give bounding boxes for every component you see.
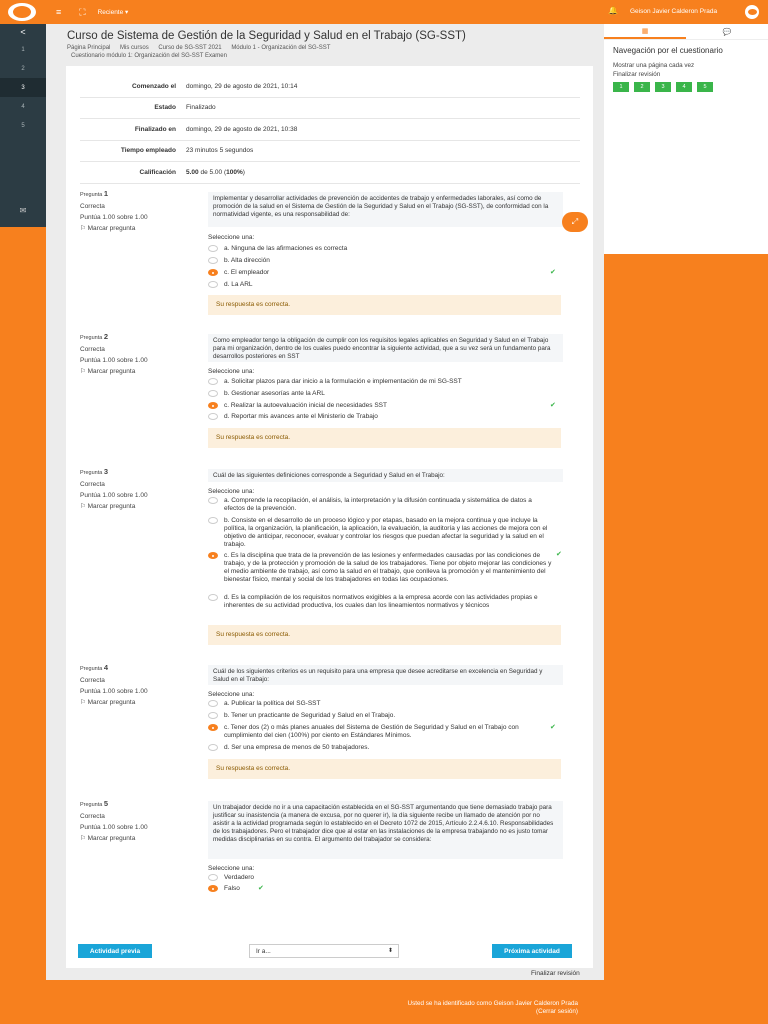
grade-value: 5.00 de 5.00 (100%) <box>186 168 245 176</box>
sidebar-item-5[interactable]: 5 <box>21 122 25 129</box>
check-icon: ✔ <box>258 885 264 892</box>
background-band-left <box>0 227 46 1024</box>
answer-option[interactable]: c. Es la disciplina que trata de la prevención de las lesiones y enfermedades causadas por las condiciones de trabajo, y de la protección y promoción de la salud de los trabajadores. Tiene por objeto mejorar las condiciones y el medio ambiente de trabajo, así como la salud en el trabajo, que conlleva la promoción y el mantenimiento del bienestar físico, mental y social de los trabajadores en todas las ocupaciones. <box>208 552 553 584</box>
flag-icon: ⚐ <box>80 699 86 706</box>
flag-question[interactable]: ⚐ Marcar pregunta <box>80 503 136 510</box>
summary-row <box>80 119 580 141</box>
finish-review-link[interactable]: Finalizar revisión <box>531 970 580 977</box>
summary-label: Comenzado el <box>131 82 176 90</box>
answer-option[interactable]: b. Gestionar asesorías ante la ARL <box>208 390 553 398</box>
question-text: Cuál de los siguientes criterios es un requisito para una empresa que desee acreditarse en excelencia en Seguridad y Salud en el Trabajo: <box>208 665 563 685</box>
panel-tabs <box>604 24 768 40</box>
jump-to-select[interactable]: Ir a... ⬍ <box>249 944 399 958</box>
select-one-label: Seleccione una: <box>208 488 255 495</box>
check-icon: ✔ <box>550 724 556 731</box>
main-content <box>46 24 604 980</box>
avatar[interactable] <box>745 5 759 19</box>
select-one-label: Seleccione una: <box>208 691 255 698</box>
show-one-page-link[interactable]: Mostrar una página cada vez <box>613 62 695 69</box>
radio-button-selected[interactable] <box>208 402 218 409</box>
tab-messages[interactable] <box>686 24 768 39</box>
answer-option[interactable]: d. Es la compilación de los requisitos normativos exigibles a la empresa acorde con las actividades propias e inherentes de su actividad productiva, los cuales dan los lineamientos normativos y técnicos <box>208 594 553 610</box>
check-icon: ✔ <box>556 551 562 558</box>
user-name[interactable]: Geison Javier Calderon Prada <box>630 8 718 15</box>
answer-option[interactable]: d. Reportar mis avances ante el Ministerio de Trabajo <box>208 413 553 421</box>
answer-option[interactable]: c. Tener dos (2) o más planes anuales del Sistema de Gestión de Seguridad y Salud en el Trabajo con cumplimiento del cien (100%) por ciento en Estándares Mínimos. <box>208 724 553 740</box>
feedback-box: Su respuesta es correcta. <box>208 428 561 448</box>
question-status: Correcta <box>80 203 105 210</box>
answer-option[interactable]: Verdadero <box>208 874 553 882</box>
grid-icon: ▦ <box>641 27 649 35</box>
top-navbar <box>0 0 768 24</box>
breadcrumb <box>67 44 587 60</box>
question-2 <box>80 331 580 456</box>
feedback-box: Su respuesta es correcta. <box>208 625 561 645</box>
radio-button[interactable] <box>208 378 218 385</box>
breadcrumb-course[interactable]: Curso de SG-SST 2021 <box>158 45 222 51</box>
question-text: Como empleador tengo la obligación de cumplir con los requisitos legales aplicables en Seguridad y Salud en el Trabajo para mi organización, dentro de los cuales puedo encontrar la siguiente actividad, que a su vez será un fundamento para desarrollos posteriores en SST <box>208 334 563 362</box>
footer <box>46 980 604 1024</box>
panel-title: Navegación por el cuestionario <box>613 46 723 55</box>
toggle-drawer-icon[interactable]: ⤢ <box>562 212 588 232</box>
prev-activity-button[interactable]: Actividad previa <box>78 944 152 958</box>
sidebar-item-3[interactable]: 3 <box>0 78 46 97</box>
radio-button[interactable] <box>208 712 218 719</box>
question-5 <box>80 798 580 918</box>
page-title: Curso de Sistema de Gestión de la Seguridad y Salud en el Trabajo (SG-SST) <box>67 30 466 42</box>
summary-value: 23 minutos 5 segundos <box>186 147 254 155</box>
summary-label: Calificación <box>139 168 176 176</box>
answer-option[interactable]: b. Alta dirección <box>208 257 553 265</box>
bell-icon[interactable]: 🔔 <box>608 6 618 15</box>
radio-button-selected[interactable] <box>208 724 218 731</box>
radio-button[interactable] <box>208 700 218 707</box>
radio-button[interactable] <box>208 594 218 601</box>
sidebar-item-4[interactable]: 4 <box>21 103 25 110</box>
nav-question-3[interactable]: 3 <box>655 82 671 92</box>
question-score: Puntúa 1.00 sobre 1.00 <box>80 824 148 831</box>
question-text: Implementar y desarrollar actividades de prevención de accidentes de trabajo y enfermedades laborales, así como de promoción de la salud en el Sistema de Gestión de la Seguridad y Salud en el Trabajo (SG-SST), de conformidad con la normatividad vigente, es una responsabilidad de: <box>208 192 563 227</box>
question-status: Correcta <box>80 481 105 488</box>
answer-option[interactable]: d. Ser una empresa de menos de 50 trabajadores. <box>208 744 553 752</box>
answer-option[interactable]: a. Solicitar plazos para dar inicio a la formulación e implementación de mi SG-SST <box>208 378 553 386</box>
nav-question-1[interactable]: 1 <box>613 82 629 92</box>
radio-button[interactable] <box>208 497 218 504</box>
breadcrumb-home[interactable]: Página Principal <box>67 45 111 51</box>
answer-option[interactable]: d. La ARL <box>208 281 553 289</box>
check-icon: ✔ <box>550 269 556 276</box>
next-activity-button[interactable]: Próxima actividad <box>492 944 572 958</box>
breadcrumb-quiz[interactable]: Cuestionario módulo 1: Organización del SG-SST Examen <box>71 53 227 59</box>
question-info: Pregunta 2 Correcta Puntúa 1.00 sobre 1.00 ⚐ Marcar pregunta <box>80 331 200 377</box>
logged-in-text: Usted se ha identificado como Geison Javier Calderon Prada <box>407 1000 578 1007</box>
radio-button-selected[interactable] <box>208 269 218 276</box>
radio-button[interactable] <box>208 413 218 420</box>
question-3 <box>80 466 580 651</box>
summary-row <box>80 162 580 184</box>
flag-question[interactable]: ⚐ Marcar pregunta <box>80 835 136 842</box>
check-icon: ✔ <box>550 402 556 409</box>
select-one-label: Seleccione una: <box>208 368 255 375</box>
question-status: Correcta <box>80 677 105 684</box>
select-one-label: Seleccione una: <box>208 865 255 872</box>
flag-icon: ⚐ <box>80 835 86 842</box>
feedback-box: Su respuesta es correcta. <box>208 759 561 779</box>
finish-review-link[interactable]: Finalizar revisión <box>613 71 661 78</box>
question-info: Pregunta 1 Correcta Puntúa 1.00 sobre 1.00 ⚐ Marcar pregunta <box>80 188 200 234</box>
radio-button[interactable] <box>208 517 218 524</box>
flag-question[interactable]: ⚐ Marcar pregunta <box>80 699 136 706</box>
summary-label: Tiempo empleado <box>120 147 176 155</box>
nav-question-5[interactable]: 5 <box>697 82 713 92</box>
answer-option[interactable]: c. El empleador <box>208 269 553 277</box>
summary-label: Finalizado en <box>134 125 176 133</box>
question-info: Pregunta 5 Correcta Puntúa 1.00 sobre 1.00 ⚐ Marcar pregunta <box>80 798 200 844</box>
answer-option[interactable]: a. Comprende la recopilación, el análisis, la interpretación y la difusión continuada y sistemática de datos a efectos de la prevención. <box>208 497 553 513</box>
question-score: Puntúa 1.00 sobre 1.00 <box>80 688 148 695</box>
sidebar-item-2[interactable]: 2 <box>21 65 25 72</box>
flag-icon: ⚐ <box>80 368 86 375</box>
flag-question[interactable]: ⚐ Marcar pregunta <box>80 368 136 375</box>
quiz-review-card <box>66 66 593 977</box>
question-text: Cuál de las siguientes definiciones corresponde a Seguridad y Salud en el Trabajo: <box>208 469 563 482</box>
select-one-label: Seleccione una: <box>208 234 255 241</box>
mail-icon[interactable]: ✉ <box>19 206 27 215</box>
summary-row <box>80 76 580 98</box>
hamburger-menu-icon[interactable]: ≡ <box>56 7 62 17</box>
select-caret-icon: ⬍ <box>387 948 393 954</box>
site-logo[interactable] <box>8 3 36 21</box>
radio-button[interactable] <box>208 744 218 751</box>
summary-value: domingo, 29 de agosto de 2021, 10:14 <box>186 82 298 90</box>
recent-dropdown[interactable]: Reciente ▾ <box>97 9 129 16</box>
question-info: Pregunta 4 Correcta Puntúa 1.00 sobre 1.00 ⚐ Marcar pregunta <box>80 662 200 708</box>
question-text: Un trabajador decide no ir a una capacitación establecida en el SG-SST argumentando que tiene demasiado trabajo para justificar su inasistencia (a manera de excusa, por no querer ir), la día siguiente recibe un llamado de atención por no asistir a la actividad programada según lo establecido en el Decreto 1072 de 2015, Artículo 2.2.4.6.10. Responsabilidades de los trabajadores. Pero el trabajador dice que al estar en las instalaciones de la empresa trabajando no es justo tomar medidas disciplinarias en su contra. El argumento del trabajador se considera: <box>208 801 563 859</box>
chat-icon: 💬 <box>722 28 732 36</box>
background-band-right <box>604 254 768 1024</box>
quiz-navigation-panel <box>604 24 768 254</box>
flag-icon: ⚐ <box>80 503 86 510</box>
question-1 <box>80 188 580 316</box>
answer-option[interactable]: Falso <box>208 885 268 893</box>
logout-link[interactable]: (Cerrar sesión) <box>536 1008 578 1015</box>
feedback-box: Su respuesta es correcta. <box>208 295 561 315</box>
breadcrumb-module[interactable]: Módulo 1 - Organización del SG-SST <box>231 45 331 51</box>
answer-option[interactable]: b. Consiste en el desarrollo de un proceso lógico y por etapas, basado en la mejora continua y que incluye la política, la organización, la planificación, la aplicación, la evaluación, la auditoría y las acciones de mejora con el objetivo de anticipar, reconocer, evaluar y controlar los riesgos que puedan afectar la seguridad y la salud en el trabajo. <box>208 517 553 549</box>
summary-label: Estado <box>154 104 176 112</box>
summary-value: Finalizado <box>186 104 216 112</box>
fullscreen-icon[interactable]: ⛶ <box>79 6 86 17</box>
radio-button-selected[interactable] <box>208 885 218 892</box>
flag-question[interactable]: ⚐ Marcar pregunta <box>80 225 136 232</box>
question-nav-buttons <box>613 82 718 92</box>
summary-row <box>80 141 580 163</box>
nav-question-4[interactable]: 4 <box>676 82 692 92</box>
answer-option[interactable]: a. Ninguna de las afirmaciones es correcta <box>208 245 553 253</box>
nav-question-2[interactable]: 2 <box>634 82 650 92</box>
radio-button[interactable] <box>208 874 218 881</box>
question-info: Pregunta 3 Correcta Puntúa 1.00 sobre 1.00 ⚐ Marcar pregunta <box>80 466 200 512</box>
question-status: Correcta <box>80 813 105 820</box>
radio-button[interactable] <box>208 390 218 397</box>
summary-row <box>80 98 580 120</box>
answer-option[interactable]: c. Realizar la autoevaluación inicial de necesidades SST <box>208 402 553 410</box>
attempt-summary <box>80 76 580 184</box>
question-status: Correcta <box>80 346 105 353</box>
radio-button[interactable] <box>208 281 218 288</box>
answer-option[interactable]: b. Tener un practicante de Seguridad y Salud en el Trabajo. <box>208 712 553 720</box>
radio-button[interactable] <box>208 245 218 252</box>
breadcrumb-my-courses[interactable]: Mis cursos <box>120 45 149 51</box>
question-4 <box>80 662 580 787</box>
tab-blocks[interactable] <box>604 24 686 39</box>
question-sidebar <box>0 24 46 227</box>
flag-icon: ⚐ <box>80 225 86 232</box>
question-score: Puntúa 1.00 sobre 1.00 <box>80 492 148 499</box>
sidebar-item-1[interactable]: 1 <box>21 46 25 53</box>
answer-option[interactable]: a. Publicar la política del SG-SST <box>208 700 553 708</box>
question-score: Puntúa 1.00 sobre 1.00 <box>80 357 148 364</box>
radio-button-selected[interactable] <box>208 552 218 559</box>
chevron-left-icon[interactable]: < <box>20 27 26 37</box>
summary-value: domingo, 29 de agosto de 2021, 10:38 <box>186 125 298 133</box>
radio-button[interactable] <box>208 257 218 264</box>
question-score: Puntúa 1.00 sobre 1.00 <box>80 214 148 221</box>
